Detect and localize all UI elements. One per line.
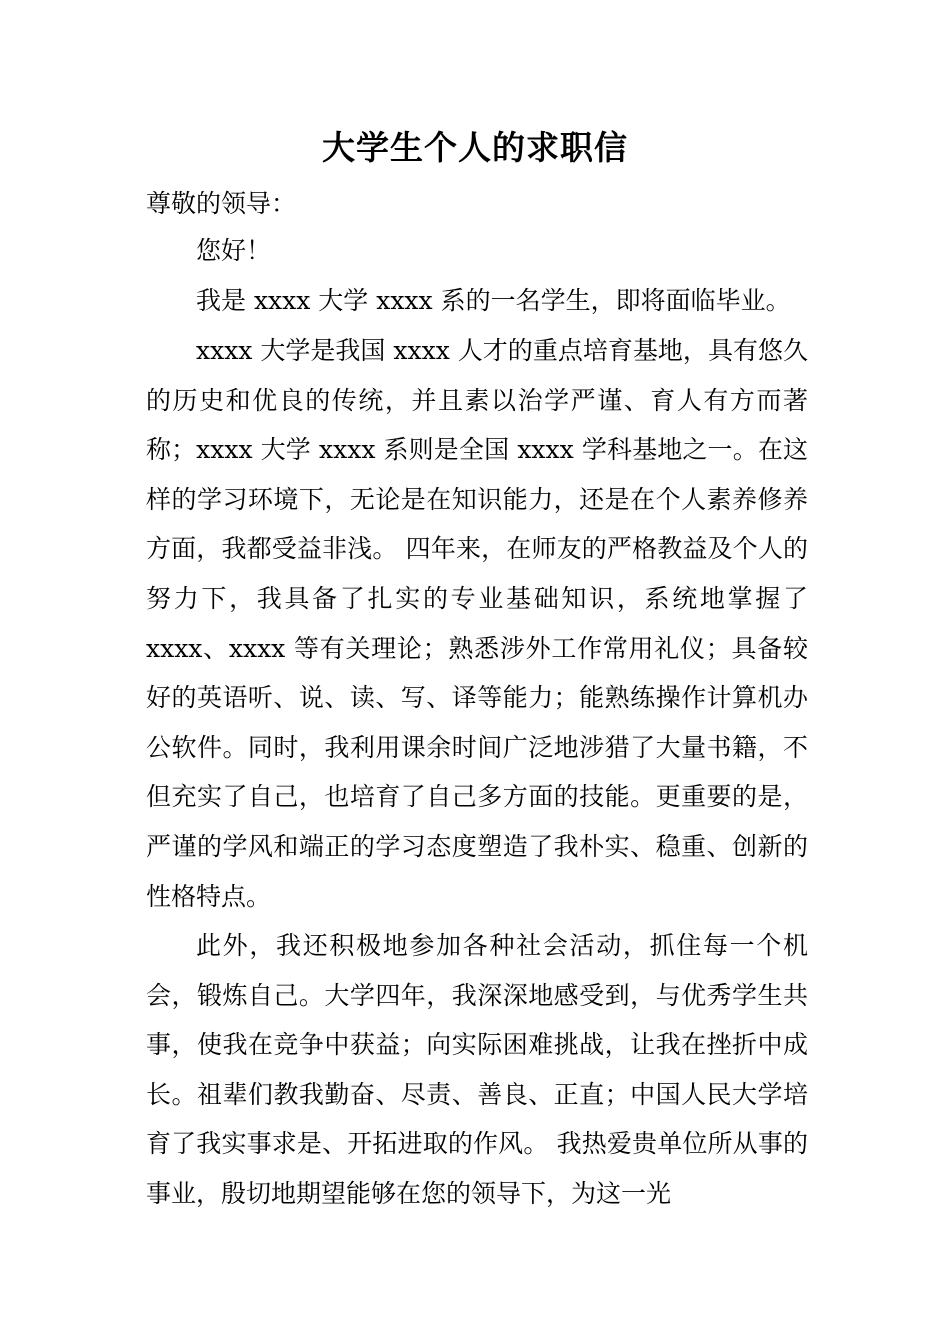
paragraph-text: xxxx 大学是我国 xxxx 人才的重点培育基地，具有悠久的历史和优良的传统，并且素以治学严谨、育人有方而著称；xxxx 大学 xxxx 系则是全国 xxxx 学科基地之一。在这样的学习环境下，无论是在知识能力，还是在个人素养修养方面，我都受益非浅。 四年来，在师友的严格教益及个人的努力下，我具备了扎实的专业基础知识，系统地掌握了 xxxx、xxxx 等有关理论；熟悉涉外工作常用礼仪；具备较好的英语听、说、读、写、译等能力；能熟练操作计算机办公软件。同时，我利用课余时间广泛地涉猎了大量书籍，不但充实了自己，也培育了自己多方面的技能。更重要的是，严谨的学风和端正的学习态度塑造了我朴实、稳重、创新的性格特点。 — [146, 336, 808, 911]
paragraph-text: 我是 xxxx 大学 xxxx 系的一名学生，即将面临毕业。 — [196, 286, 791, 315]
paragraph-intro — [146, 276, 808, 326]
paragraph-education — [146, 326, 808, 921]
paragraph-greeting — [146, 226, 808, 276]
paragraph-text: 您好！ — [196, 236, 272, 265]
paragraph-text: 此外，我还积极地参加各种社会活动，抓住每一个机会，锻炼自己。大学四年，我深深地感受到，与优秀学生共事，使我在竞争中获益；向实际困难挑战，让我在挫折中成长。祖辈们教我勤奋、尽责、善良、正直；中国人民大学培育了我实事求是、开拓进取的作风。 我热爱贵单位所从事的事业，殷切地期望能够在您的领导下，为这一光 — [146, 931, 808, 1208]
document-title: 大学生个人的求职信 — [322, 128, 628, 167]
paragraph-activities — [146, 921, 808, 1219]
salutation — [146, 179, 808, 229]
salutation-text: 尊敬的领导： — [146, 189, 297, 218]
